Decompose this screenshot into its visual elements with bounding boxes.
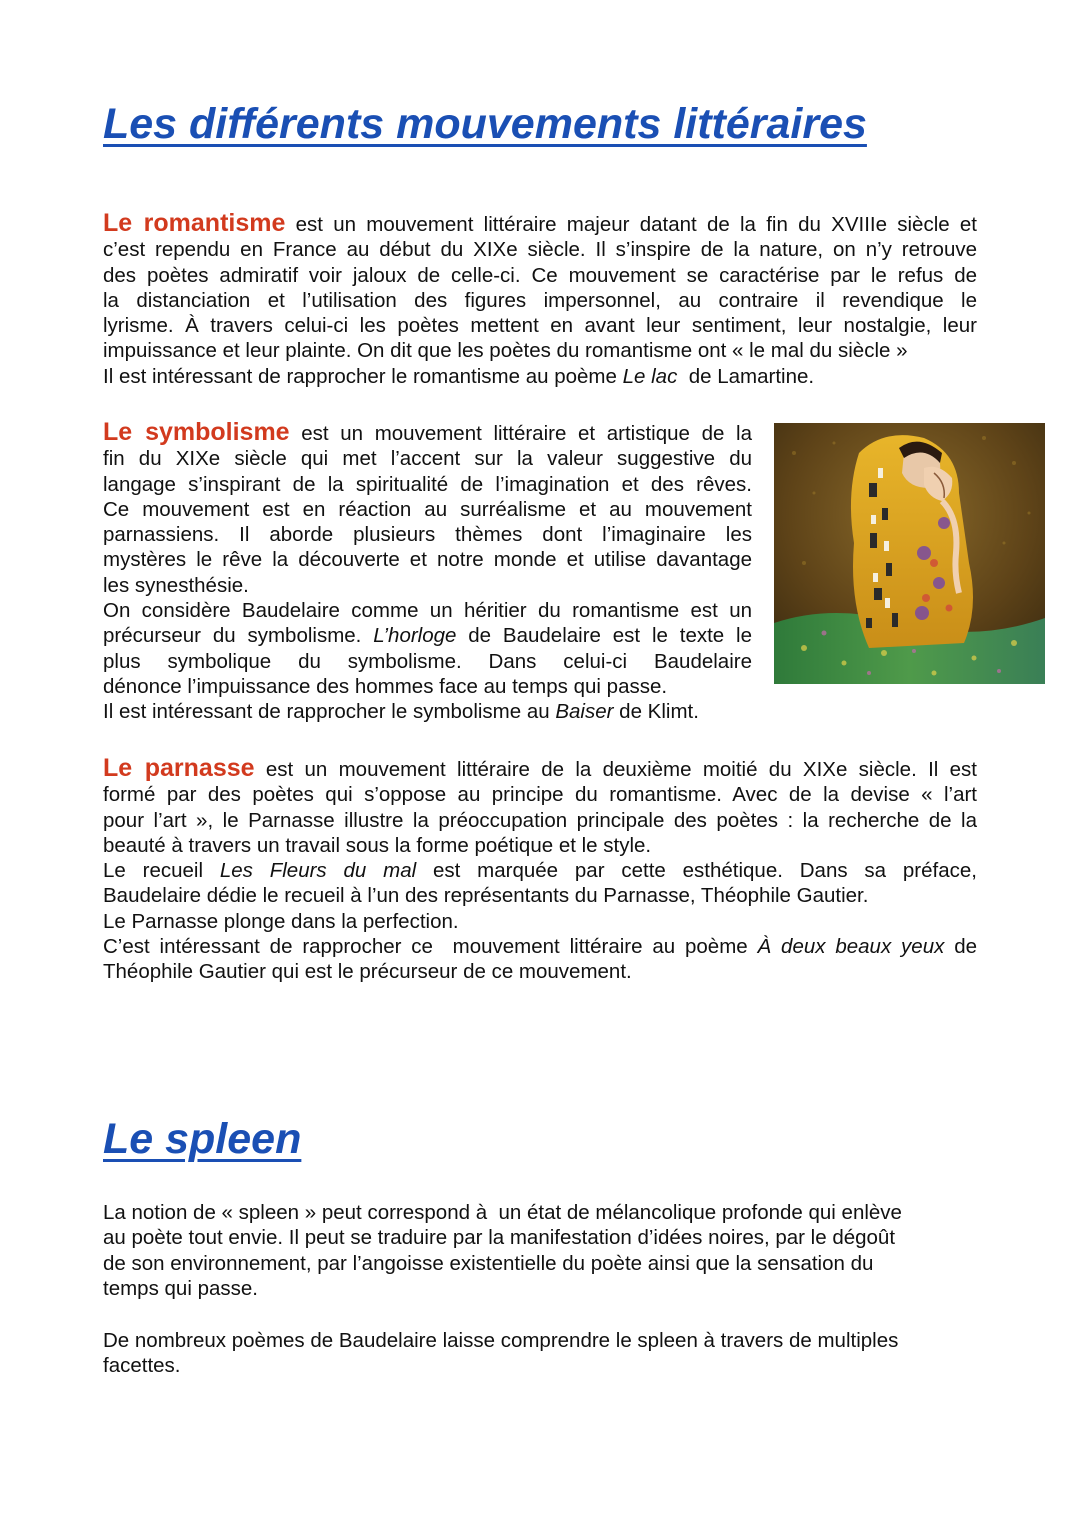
text-fragment: de Klimt. (613, 700, 699, 724)
text-line: Le Parnasse plonge dans la perfection. (103, 909, 459, 933)
text-line: Baudelaire dédie le recueil à l’un des représentants du Parnasse, Théophile Gautier. (103, 884, 869, 908)
text-line: la distanciation et l’utilisation des figures impersonnel, au contraire il revendique le (103, 288, 977, 312)
text-line: parnassiens. Il aborde plusieurs thèmes dont l’imaginaire les (103, 523, 752, 547)
text-fragment: Il est intéressant de rapprocher le symbolisme au (103, 700, 556, 724)
text-line: dénonce l’impuissance des hommes face au temps qui passe. (103, 674, 668, 698)
term-romantisme: Le romantisme (103, 209, 286, 237)
text-fragment: de Baudelaire est le texte le (456, 624, 752, 648)
text-line: Ce mouvement est en réaction au surréalisme et au mouvement (103, 497, 752, 521)
text-fragment: de Lamartine. (677, 364, 815, 388)
text-fragment: Le recueil (103, 859, 220, 883)
text-line: fin du XIXe siècle qui met l’accent sur la valeur suggestive du (103, 447, 752, 471)
text-fragment: Il est intéressant de rapprocher le romantisme au poème (103, 364, 623, 388)
page-title: Les différents mouvements littéraires (103, 100, 867, 148)
text-line: au poète tout envie. Il peut se traduire par la manifestation d’idées noires, par le dégoût (103, 1226, 896, 1250)
term-symbolisme: Le symbolisme (103, 418, 290, 446)
text-line: les synesthésie. (103, 573, 249, 597)
text-line: lyrisme. À travers celui-ci les poètes mettent en avant leur sentiment, leur nostalgie, leur (103, 314, 977, 338)
text-line: De nombreux poèmes de Baudelaire laisse comprendre le spleen à travers de multiples (103, 1329, 899, 1352)
section-title-spleen: Le spleen (103, 1115, 302, 1163)
text-line: facettes. (103, 1354, 181, 1378)
text-line: est un mouvement littéraire majeur datant de la fin du XVIIIe siècle et (285, 213, 977, 236)
text-line: de son environnement, par l’angoisse existentielle du poète ainsi que la sensation du (103, 1251, 874, 1275)
text-line: c’est rependu en France au début du XIXe siècle. Il s’inspire de la nature, on n’y retrouve (103, 238, 977, 262)
work-title: Baiser (555, 700, 614, 724)
text-line: formé par des poètes qui s’oppose au principe du romantisme. Avec de la devise « l’art (103, 783, 977, 807)
work-title: À deux beaux yeux (757, 935, 945, 959)
paragraph-spleen-1 (103, 1200, 963, 1301)
text-line: temps qui passe. (103, 1276, 258, 1300)
text-line: est un mouvement littéraire de la deuxième moitié du XIXe siècle. Il est (254, 758, 977, 781)
text-line: La notion de « spleen » peut correspond à un état de mélancolique profonde qui enlève (103, 1201, 902, 1224)
text-line: impuissance et leur plainte. On dit que les poètes du romantisme ont « le mal du siècle » (103, 339, 908, 363)
paragraph-symbolisme (103, 420, 752, 725)
text-line: pour l’art », le Parnasse illustre la préoccupation principale des poètes : la recherche de la (103, 808, 977, 832)
text-line: Théophile Gautier qui est le précurseur de ce mouvement. (103, 960, 632, 984)
text-line: est un mouvement littéraire et artistique de la (289, 422, 752, 445)
paragraph-romantisme (103, 211, 977, 389)
text-line: des poètes admiratif voir jaloux de celle-ci. Ce mouvement se caractérise par le refus de (103, 263, 977, 287)
text-fragment: C’est intéressant de rapprocher ce mouvement littéraire au poème (103, 935, 758, 959)
klimt-kiss-painting (774, 423, 1045, 684)
paragraph-spleen-2 (103, 1328, 963, 1379)
work-title: Le lac (622, 364, 678, 388)
paragraph-parnasse (103, 756, 977, 985)
text-line: langage s’inspirant de la spiritualité de l’imagination et des rêves. (103, 472, 752, 496)
term-parnasse: Le parnasse (103, 754, 255, 782)
work-title: L’horloge (373, 624, 457, 648)
text-line: plus symbolique du symbolisme. Dans celui-ci Baudelaire (103, 649, 752, 673)
text-line: mystères le rêve la découverte et notre monde et utilise davantage (103, 548, 752, 572)
text-fragment: est marquée par cette esthétique. Dans sa préface, (416, 859, 977, 883)
text-line: On considère Baudelaire comme un héritier du romantisme est un (103, 599, 752, 623)
text-fragment: précurseur du symbolisme. (103, 624, 374, 648)
text-line: beauté à travers un travail sous la forme poétique et le style. (103, 833, 652, 857)
work-title: Les Fleurs du mal (219, 859, 417, 883)
text-fragment: de (944, 935, 978, 959)
